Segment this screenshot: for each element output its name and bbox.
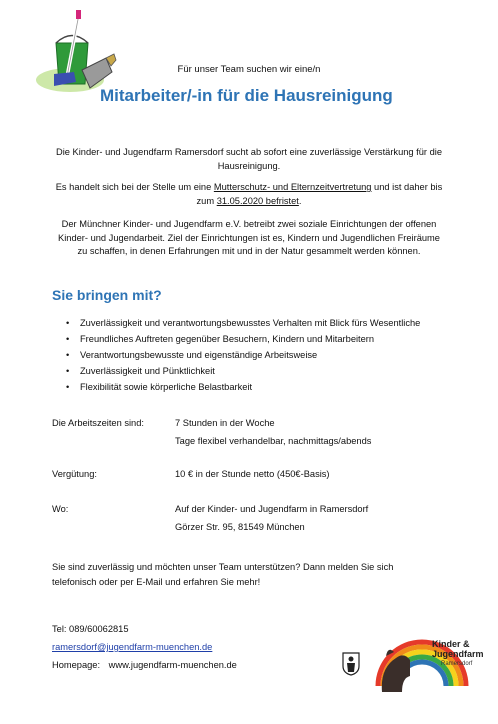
list-item: • Zuverlässigkeit und verantwortungsbewusstes Verhalten mit Blick fürs Wesentliche xyxy=(66,315,466,331)
logo-text-kinder: Kinder & xyxy=(432,639,470,649)
intro-text: und ist daher bis zum xyxy=(196,182,443,206)
requirements-list xyxy=(66,315,466,395)
logo-text-ramersdorf: Ramersdorf xyxy=(441,661,473,667)
hours-label: Die Arbeitszeiten sind: xyxy=(52,418,144,428)
pay-label: Vergütung: xyxy=(52,469,97,479)
underlined-term: Mutterschutz- und Elternzeitvertretung xyxy=(213,182,372,192)
page-title: Mitarbeiter/-in für die Hausreinigung xyxy=(100,86,393,105)
list-item: • Zuverlässigkeit und Pünktlichkeit xyxy=(66,363,466,379)
broom-cap xyxy=(76,10,81,19)
intro-text: Es handelt sich bei der Stelle um eine xyxy=(55,182,214,192)
intro-paragraph-3: Der Münchner Kinder- und Jugendfarm e.V. betreibt zwei soziale Einrichtungen der offenen Kinder- und Jugendarbeit. Ziel der Einrichtungen ist es, Kindern und Jugendlichen Freiräume zu schaffen, in denen Erfahrungen mit und in der Natur gesammelt werden können. xyxy=(58,219,440,257)
phone-number: Tel: 089/60062815 xyxy=(52,624,129,634)
hours-detail: Tage flexibel verhandelbar, nachmittags/abends xyxy=(175,436,372,446)
intro-text: . xyxy=(298,195,302,206)
list-item: • Flexibilität sowie körperliche Belastbarkeit xyxy=(66,379,466,395)
requirements-heading: Sie bringen mit? xyxy=(52,287,162,303)
list-item: • Freundliches Auftreten gegenüber Besuchern, Kindern und Mitarbeitern xyxy=(66,331,466,347)
tagline: Für unser Team suchen wir eine/n xyxy=(177,64,321,75)
intro-paragraph-1: Die Kinder- und Jugendfarm Ramersdorf sucht ab sofort eine zuverlässige Verstärkung für die Hausreinigung. xyxy=(55,147,443,171)
intro-paragraph-2 xyxy=(52,181,446,208)
homepage-url[interactable]: www.jugendfarm-muenchen.de xyxy=(108,660,237,670)
closing-paragraph: Sie sind zuverlässig und möchten unser Team unterstützen? Dann melden Sie sich telefonisch oder per E-Mail und erfahren Sie mehr! xyxy=(52,562,394,587)
location-value: Auf der Kinder- und Jugendfarm in Ramersdorf xyxy=(175,504,369,514)
pay-value: 10 € in der Stunde netto (450€-Basis) xyxy=(175,469,330,479)
list-item: • Verantwortungsbewusste und eigenständige Arbeitsweise xyxy=(66,347,466,363)
underlined-date: 31.05.2020 befristet xyxy=(216,195,299,206)
logo-text-jugendfarm: Jugendfarm xyxy=(432,649,484,659)
location-address: Görzer Str. 95, 81549 München xyxy=(175,522,305,532)
location-label: Wo: xyxy=(52,504,69,514)
homepage-label: Homepage: xyxy=(52,660,101,670)
homepage-line xyxy=(52,660,237,670)
email-link[interactable]: ramersdorf@jugendfarm-muenchen.de xyxy=(52,642,213,652)
hours-value: 7 Stunden in der Woche xyxy=(175,418,275,428)
munich-coat-of-arms-icon xyxy=(342,652,360,676)
